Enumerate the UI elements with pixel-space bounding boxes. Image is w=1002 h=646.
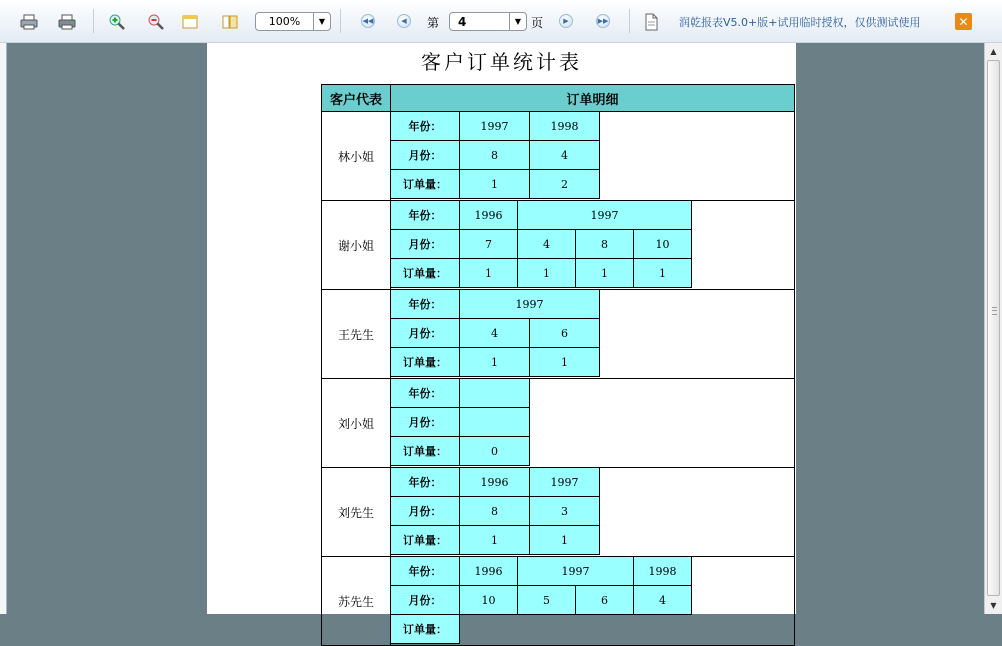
year-value: 1998 [530, 112, 600, 141]
zoom-in-icon[interactable] [107, 12, 127, 32]
customer-groups [321, 112, 795, 646]
count-label: 订单量： [391, 437, 460, 466]
year-label: 年份： [391, 557, 460, 586]
count-row [391, 615, 692, 644]
month-row [391, 319, 600, 348]
last-page-icon[interactable]: ▶▶ [596, 14, 610, 28]
year-label: 年份： [391, 112, 460, 141]
count-label: 订单量： [391, 170, 460, 199]
year-row [391, 557, 692, 586]
order-detail-block [391, 468, 600, 556]
order-detail-block [391, 557, 692, 645]
order-count-value: 2 [530, 170, 600, 199]
month-row [391, 408, 530, 437]
customer-group [321, 290, 795, 379]
table-header [321, 84, 795, 112]
toolbar-separator [93, 9, 94, 33]
toolbar [0, 0, 1002, 43]
zoom-select[interactable] [255, 12, 331, 31]
order-count-value: 1 [460, 170, 530, 199]
next-page-icon[interactable]: ▶ [559, 14, 573, 28]
count-row [391, 526, 600, 555]
month-label: 月份： [391, 319, 460, 348]
chevron-down-icon[interactable]: ▼ [509, 13, 526, 30]
year-row [391, 290, 600, 319]
year-value [460, 379, 530, 408]
order-count-value: 0 [460, 437, 530, 466]
year-label: 年份： [391, 379, 460, 408]
first-page-icon[interactable]: ◀◀ [361, 14, 375, 28]
print-icon[interactable] [19, 12, 39, 32]
order-detail-block [391, 290, 600, 378]
month-label: 月份： [391, 141, 460, 170]
close-icon[interactable]: ✕ [955, 13, 972, 30]
prev-page-icon[interactable]: ◀ [397, 14, 411, 28]
customer-group [321, 379, 795, 468]
month-value: 4 [518, 230, 576, 259]
scroll-up-icon[interactable]: ▲ [990, 47, 997, 56]
month-row [391, 230, 692, 259]
count-label: 订单量： [391, 615, 460, 644]
scroll-thumb[interactable] [987, 60, 1000, 596]
year-row [391, 201, 692, 230]
customer-name: 王先生 [322, 290, 391, 378]
month-value [460, 408, 530, 437]
report-title: 客户订单统计表 [421, 50, 582, 74]
vertical-scrollbar[interactable] [984, 43, 1002, 614]
customer-group [321, 468, 795, 557]
year-value: 1996 [460, 468, 530, 497]
month-value: 5 [518, 586, 576, 615]
order-count-value: 1 [460, 259, 518, 288]
print-setup-icon[interactable] [57, 12, 77, 32]
customer-group [321, 201, 795, 290]
page-number-select[interactable] [449, 12, 527, 31]
month-value: 10 [460, 586, 518, 615]
count-label: 订单量： [391, 259, 460, 288]
year-value: 1997 [530, 468, 600, 497]
header-customer: 客户代表 [322, 85, 391, 111]
page-prefix-label: 第 [427, 16, 440, 30]
order-detail-block [391, 112, 600, 200]
month-label: 月份： [391, 408, 460, 437]
customer-name: 谢小姐 [322, 201, 391, 289]
year-value: 1997 [460, 112, 530, 141]
month-label: 月份： [391, 586, 460, 615]
year-row [391, 379, 530, 408]
customer-name: 刘小姐 [322, 379, 391, 467]
month-value: 3 [530, 497, 600, 526]
zoom-value: 100% [268, 15, 301, 28]
order-count-value: 1 [576, 259, 634, 288]
year-label: 年份： [391, 201, 460, 230]
month-value: 6 [576, 586, 634, 615]
chevron-down-icon[interactable]: ▼ [313, 13, 330, 30]
count-label: 订单量： [391, 526, 460, 555]
year-value: 1996 [460, 201, 518, 230]
customer-name: 苏先生 [322, 557, 391, 645]
month-row [391, 141, 600, 170]
month-label: 月份： [391, 230, 460, 259]
order-count-value: 1 [530, 526, 600, 555]
customer-name: 林小姐 [322, 112, 391, 200]
toolbar-separator [340, 9, 341, 33]
year-value: 1997 [460, 290, 600, 319]
header-detail: 订单明细 [566, 92, 619, 108]
order-count-value: 1 [634, 259, 692, 288]
fit-page-icon[interactable] [180, 12, 200, 32]
month-value: 10 [634, 230, 692, 259]
order-count-value: 1 [530, 348, 600, 377]
month-value: 4 [460, 319, 530, 348]
year-label: 年份： [391, 290, 460, 319]
customer-group [321, 112, 795, 201]
order-count-value: 1 [460, 526, 530, 555]
two-page-icon[interactable] [220, 12, 240, 32]
year-row [391, 468, 600, 497]
count-row [391, 259, 692, 288]
grip-icon [992, 307, 997, 315]
month-value: 8 [460, 497, 530, 526]
month-value: 4 [634, 586, 692, 615]
year-value: 1997 [518, 557, 634, 586]
left-panel-edge [0, 43, 7, 614]
count-row [391, 437, 530, 466]
year-value: 1996 [460, 557, 518, 586]
scroll-down-icon[interactable]: ▼ [990, 601, 997, 610]
month-value: 8 [576, 230, 634, 259]
month-row [391, 497, 600, 526]
toolbar-separator [629, 9, 630, 33]
page-suffix-label: 页 [531, 16, 544, 30]
month-value: 8 [460, 141, 530, 170]
month-value: 4 [530, 141, 600, 170]
zoom-out-icon[interactable] [146, 12, 166, 32]
count-row [391, 170, 600, 199]
export-icon[interactable] [641, 12, 661, 32]
customer-group [321, 557, 795, 646]
count-row [391, 348, 600, 377]
order-count-value: 1 [518, 259, 576, 288]
month-row [391, 586, 692, 615]
month-value: 7 [460, 230, 518, 259]
year-row [391, 112, 600, 141]
order-detail-block [391, 201, 692, 289]
year-label: 年份： [391, 468, 460, 497]
month-value: 6 [530, 319, 600, 348]
page-number-value: 4 [458, 14, 467, 29]
license-notice: 润乾报表V5.0+版+试用临时授权，仅供测试使用 [679, 16, 921, 29]
order-count-value: 1 [460, 348, 530, 377]
month-label: 月份： [391, 497, 460, 526]
year-value: 1997 [518, 201, 692, 230]
count-label: 订单量： [391, 348, 460, 377]
report-table [321, 84, 795, 646]
customer-name: 刘先生 [322, 468, 391, 556]
order-detail-block [391, 379, 530, 467]
report-page [207, 43, 796, 636]
year-value: 1998 [634, 557, 692, 586]
